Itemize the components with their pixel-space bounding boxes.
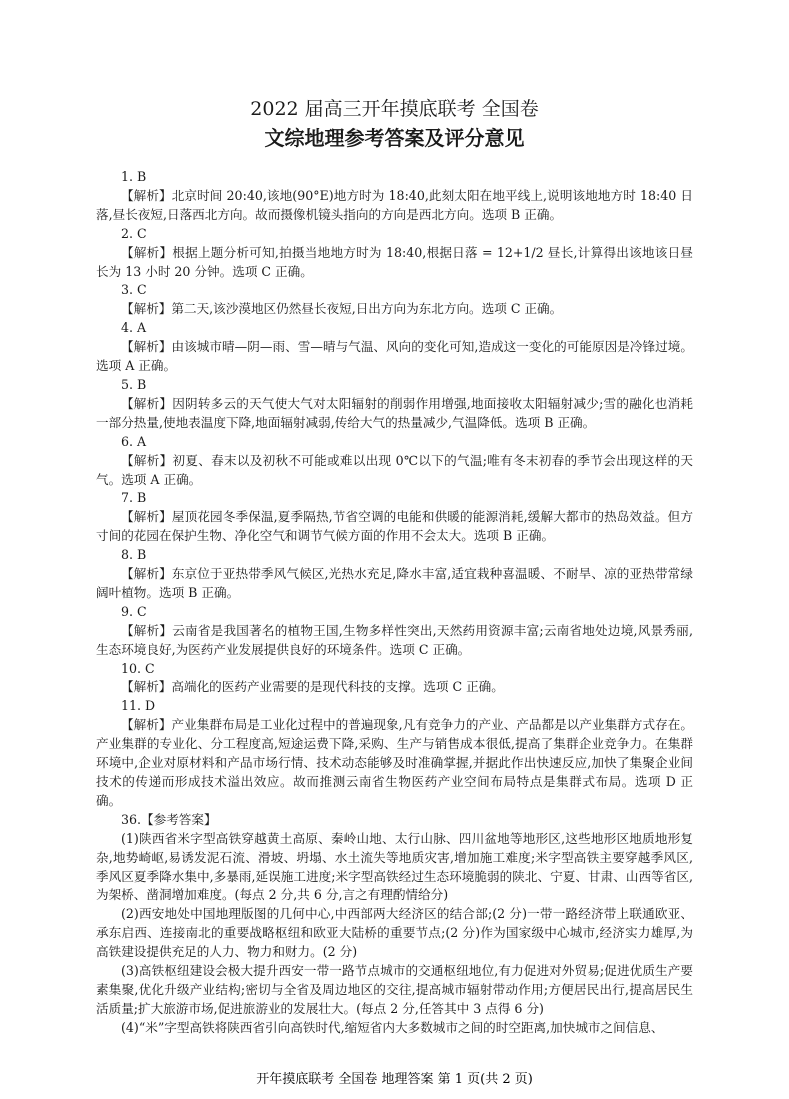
answer-item-36 xyxy=(96,811,693,1038)
answer-key: 6. A xyxy=(121,433,147,449)
answer-key: 10. C xyxy=(121,660,155,676)
answer-item-11 xyxy=(96,697,693,810)
q36-paragraph-4: (4)“米”字型高铁将陕西省引向高铁时代,缩短省内大多数城市之间的时空距离,加快城市之间信息、 xyxy=(121,1019,664,1035)
answer-key: 3. C xyxy=(121,282,147,298)
answer-content xyxy=(96,168,693,1038)
answer-item-3 xyxy=(96,281,693,319)
answer-item-2 xyxy=(96,225,693,282)
page-footer: 开年摸底联考 全国卷 地理答案 第 1 页(共 2 页) xyxy=(256,1072,533,1087)
answer-key: 11. D xyxy=(121,698,156,714)
answer-key: 8. B xyxy=(121,547,147,563)
answer-item-4 xyxy=(96,319,693,376)
answer-key: 2. C xyxy=(121,225,147,241)
answer-item-10 xyxy=(96,660,693,698)
explanation: 【解析】第二天,该沙漠地区仍然昼长夜短,日出方向为东北方向。选项 C 正确。 xyxy=(121,301,563,317)
answer-item-8 xyxy=(96,546,693,603)
document-subtitle: 文综地理参考答案及评分意见 xyxy=(264,126,525,150)
answer-item-9 xyxy=(96,603,693,660)
explanation: 【解析】屋顶花园冬季保温,夏季隔热,节省空调的电能和供暖的能源消耗,缓解大都市的热岛效益。但方寸间的花园在保护生物、净化空气和调节气候方面的作用不会太大。选项 B 正确。 xyxy=(96,509,693,544)
explanation: 【解析】初夏、春末以及初秋不可能或难以出现 0℃以下的气温;唯有冬末初春的季节会出现这样的天气。选项 A 正确。 xyxy=(96,452,693,487)
q36-paragraph-2: (2)西安地处中国地理版图的几何中心,中西部两大经济区的结合部;(2 分)一带一路经济带上联通欧亚、承东启西、连接南北的重要战略枢纽和欧亚大陆桥的重要节点;(2 分)作为国家级中心城市,经济实力雄厚,为高铁建设提供充足的人力、物力和财力。(2 分) xyxy=(96,906,693,960)
q36-heading: 36.【参考答案】 xyxy=(121,811,217,827)
explanation: 【解析】云南省是我国著名的植物王国,生物多样性突出,天然药用资源丰富;云南省地处边境,风景秀丽,生态环境良好,为医药产业发展提供良好的环境条件。选项 C 正确。 xyxy=(96,622,693,657)
explanation: 【解析】东京位于亚热带季风气候区,光热水充足,降水丰富,适宜栽种喜温暖、不耐旱、凉的亚热带常绿阔叶植物。选项 B 正确。 xyxy=(96,566,693,600)
answer-item-7 xyxy=(96,489,693,546)
answer-key: 1. B xyxy=(121,169,147,184)
explanation: 【解析】因阴转多云的天气使大气对太阳辐射的削弱作用增强,地面接收太阳辐射减少;雪的融化也消耗一部分热量,使地表温度下降,地面辐射减弱,传给大气的热量减少,气温降低。选项 B 正确。 xyxy=(96,395,693,430)
explanation: 【解析】产业集群布局是工业化过程中的普遍现象,凡有竞争力的产业、产品都是以产业集群方式存在。产业集群的专业化、分工程度高,短途运费下降,采购、生产与销售成本很低,提高了集群企业竞争力。在集群环境中,企业对原材料和产品市场行情、技术动态能够及时准确掌握,并据此作出快速反应,加快了集聚企业间技术的传递而形成技术溢出效应。故而推测云南省生物医药产业空间布局特点是集群式布局。选项 D 正确。 xyxy=(96,717,693,808)
document-title: 2022 届高三开年摸底联考 全国卷 xyxy=(250,98,539,120)
answer-key: 7. B xyxy=(121,490,147,506)
explanation: 【解析】由该城市晴—阴—雨、雪—晴与气温、风向的变化可知,造成这一变化的可能原因是冷锋过境。选项 A 正确。 xyxy=(96,339,693,374)
answer-key: 9. C xyxy=(121,603,147,619)
answer-item-6 xyxy=(96,433,693,490)
explanation: 【解析】高端化的医药产业需要的是现代科技的支撑。选项 C 正确。 xyxy=(121,679,504,695)
answer-item-5 xyxy=(96,376,693,433)
answer-item-1 xyxy=(96,168,693,225)
explanation: 【解析】根据上题分析可知,拍摄当地地方时为 18:40,根据日落 = 12+1/2 昼长,计算得出该地该日昼长为 13 小时 20 分钟。选项 C 正确。 xyxy=(96,244,693,279)
answer-key: 5. B xyxy=(121,376,147,392)
q36-paragraph-1: (1)陕西省米字型高铁穿越黄土高原、秦岭山地、太行山脉、四川盆地等地形区,这些地形区地质地形复杂,地势崎岖,易诱发泥石流、滑坡、坍塌、水土流失等地质灾害,增加施工难度;米字型高铁主要穿越季风区,季风区夏季降水集中,多暴雨,延误施工进度;米字型高铁经过生态环境脆弱的陕北、宁夏、甘肃、山西等省区,为架桥、凿洞增加难度。(每点 2 分,共 6 分,言之有理酌情给分) xyxy=(96,830,693,903)
answer-key: 4. A xyxy=(121,320,147,336)
q36-paragraph-3: (3)高铁枢纽建设会极大提升西安一带一路节点城市的交通枢纽地位,有力促进对外贸易;促进优质生产要素集聚,优化升级产业结构;密切与全省及周边地区的交往,提高城市辐射带动作用;方便居民出行,提高居民生活质量;扩大旅游市场,促进旅游业的发展壮大。(每点 2 分,任答其中 3 点得 6 分) xyxy=(96,963,693,1016)
explanation: 【解析】北京时间 20:40,该地(90°E)地方时为 18:40,此刻太阳在地平线上,说明该地地方时 18:40 日落,昼长夜短,日落西北方向。故而摄像机镜头指向的方向是西北方向。选项 B 正确。 xyxy=(96,187,693,222)
